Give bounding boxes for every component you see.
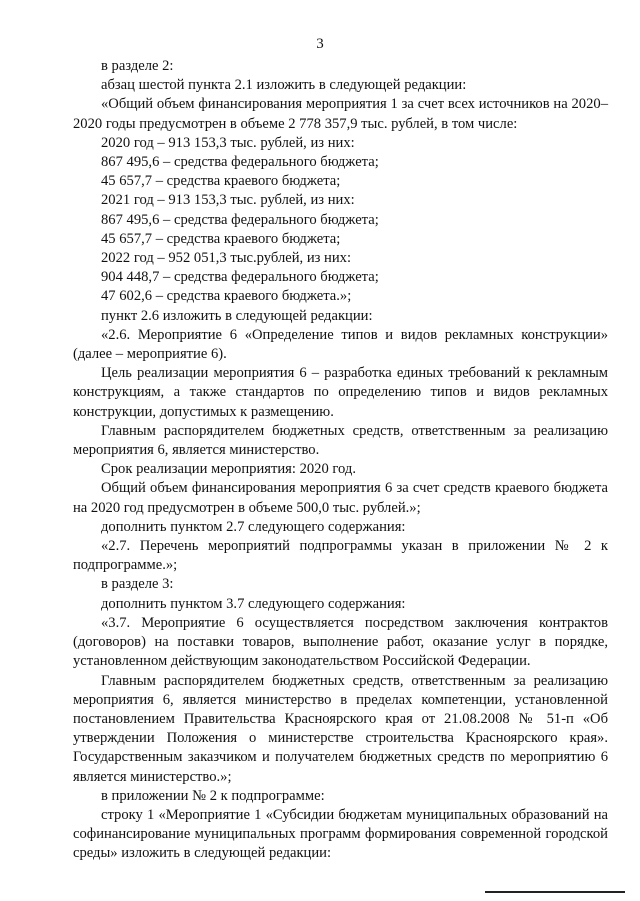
paragraph-appendix-2-intro: в приложении № 2 к подпрограмме:	[101, 787, 325, 804]
bottom-rule	[485, 891, 625, 893]
paragraph-item-2-7-intro: дополнить пунктом 2.7 следующего содержания:	[101, 518, 406, 535]
paragraph-2020-federal: 867 495,6 – средства федерального бюджета;	[101, 154, 379, 171]
paragraph-year-2021: 2021 год – 913 153,3 тыс. рублей, из них:	[101, 192, 355, 209]
paragraph-measure-6-financing: Общий объем финансирования мероприятия 6 за счет средств краевого бюджета на 2020 год предусмотрен в объеме 500,0 тыс. рублей.»;	[73, 480, 608, 516]
paragraph-section-2-heading: в разделе 2:	[101, 58, 174, 74]
paragraph-total-financing: «Общий объем финансирования мероприятия 1 за счет всех источников на 2020–2020 годы предусмотрен в объеме 2 778 357,9 тыс. рублей, в том числе:	[73, 96, 608, 132]
paragraph-2022-federal: 904 448,7 – средства федерального бюджета;	[101, 269, 379, 286]
paragraph-item-2-6-text: «2.6. Мероприятие 6 «Определение типов и видов рекламных конструкции» (далее – мероприятие 6).	[73, 326, 608, 363]
paragraph-2022-regional: 47 602,6 – средства краевого бюджета.»;	[101, 288, 352, 305]
paragraph-item-3-7-intro: дополнить пунктом 3.7 следующего содержания:	[101, 595, 406, 612]
paragraph-year-2022: 2022 год – 952 051,3 тыс.рублей, из них:	[101, 250, 352, 267]
paragraph-2021-regional: 45 657,7 – средства краевого бюджета;	[101, 230, 341, 247]
paragraph-2020-regional: 45 657,7 – средства краевого бюджета;	[101, 173, 341, 190]
paragraph-goal-measure-6: Цель реализации мероприятия 6 – разработка единых требований к рекламным конструкциям, а также стандартов по определению типов и видов рекламных конструкции, допустимых к размещению.	[73, 365, 608, 420]
paragraph-item-2-1-intro: абзац шестой пункта 2.1 изложить в следующей редакции:	[101, 77, 467, 94]
paragraph-implementation-term: Срок реализации мероприятия: 2020 год.	[101, 461, 356, 478]
paragraph-year-2020: 2020 год – 913 153,3 тыс. рублей, из них:	[101, 134, 355, 151]
paragraph-2021-federal: 867 495,6 – средства федерального бюджета;	[101, 211, 379, 228]
paragraph-responsible-ministry: Главным распорядителем бюджетных средств, ответственным за реализацию мероприятия 6, является министерство в пределах компетенции, установленной постановлением Правительства Красноярского края от 21.08.2008 № 51-п «Об утверждении Положения о министерстве строительства Красноярского края». Государственным заказчиком и получателем бюджетных средств по мероприятию 6 является министерство.»;	[73, 672, 608, 785]
document-body	[73, 57, 608, 864]
paragraph-section-3-heading: в разделе 3:	[101, 576, 174, 593]
paragraph-item-2-6-intro: пункт 2.6 изложить в следующей редакции:	[101, 307, 373, 324]
page-number: 3	[316, 36, 324, 52]
paragraph-item-3-7-text: «3.7. Мероприятие 6 осуществляется посредством заключения контрактов (договоров) на поставки товаров, выполнение работ, оказание услуг в порядке, установленном действующим законодательством Российской Федерации.	[73, 614, 608, 670]
paragraph-responsible-manager: Главным распорядителем бюджетных средств, ответственным за реализацию мероприятия 6, является министерство.	[73, 422, 608, 459]
paragraph-row-1-text: строку 1 «Мероприятие 1 «Субсидии бюджетам муниципальных образований на софинансирование муниципальных программ формирования современной городской среды» изложить в следующей редакции:	[73, 806, 608, 862]
paragraph-item-2-7-text: «2.7. Перечень мероприятий подпрограммы указан в приложении № 2 к подпрограмме.»;	[73, 538, 608, 574]
